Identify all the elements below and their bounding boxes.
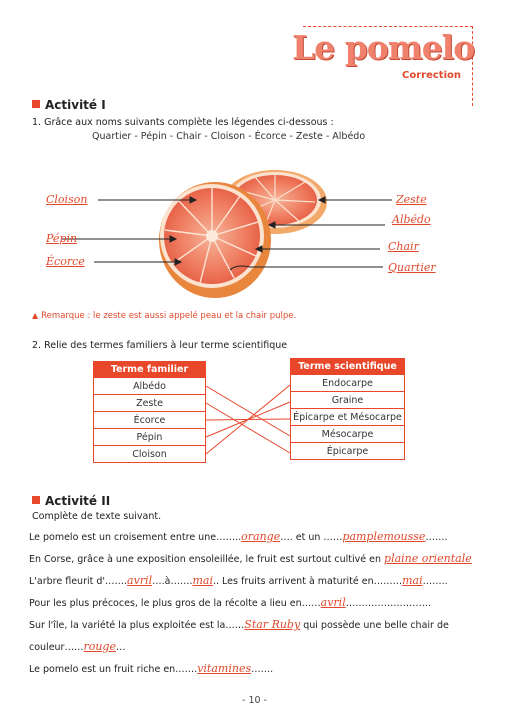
answer: vitamines xyxy=(197,662,252,675)
scientific-term: Graine xyxy=(291,392,405,409)
familiar-term: Albédo xyxy=(94,378,206,395)
fill-line-3: L'arbre fleurit d'…….avril….à…….mai.. Les fruits arrivent à maturité en………mai…….. xyxy=(29,574,448,587)
scientific-header: Terme scientifique xyxy=(291,359,405,375)
warning-triangle-icon: ▲ xyxy=(32,311,39,320)
scientific-term: Endocarpe xyxy=(291,375,405,392)
answer: avril xyxy=(320,596,346,609)
answer: avril xyxy=(127,574,153,587)
label-ecorce: Écorce xyxy=(46,255,85,268)
activity-2-instruction: Complète de texte suivant. xyxy=(32,511,162,522)
question-1: 1. Grâce aux noms suivants complète les légendes ci-dessous : xyxy=(32,117,334,128)
label-zeste: Zeste xyxy=(396,193,427,206)
scientific-term: Épicarpe xyxy=(291,443,405,460)
fill-line-4: Pour les plus précoces, le plus gros de la récolte a lieu en……avril……………………… xyxy=(29,596,432,609)
answer: plaine orientale xyxy=(384,552,472,565)
familiar-term: Pépin xyxy=(94,429,206,446)
word-list: Quartier - Pépin - Chair - Cloison - Écorce - Zeste - Albédo xyxy=(92,131,366,142)
answer: orange xyxy=(241,530,281,543)
familiar-term: Écorce xyxy=(94,412,206,429)
answer: Star Ruby xyxy=(244,618,301,631)
fill-line-1: Le pomelo est un croisement entre une……..orange…. et un ……pamplemousse……. xyxy=(29,530,448,543)
fill-line-7: Le pomelo est un fruit riche en…….vitamines……. xyxy=(29,662,274,675)
grapefruit-half-front xyxy=(159,182,271,298)
label-albedo: Albédo xyxy=(392,213,431,226)
remark-note: ▲ Remarque : le zeste est aussi appelé peau et la chair pulpe. xyxy=(32,311,297,321)
page-subtitle: Correction xyxy=(402,70,461,81)
activity-1-heading: Activité I xyxy=(32,98,106,112)
familiar-header: Terme familier xyxy=(94,362,206,378)
header-dashed-line xyxy=(303,26,473,27)
familiar-term: Cloison xyxy=(94,446,206,463)
familiar-terms-table xyxy=(93,361,206,463)
bullet-square-icon xyxy=(32,496,40,504)
answer: rouge xyxy=(83,640,116,653)
label-pepin: Pépin xyxy=(46,232,78,245)
familiar-term: Zeste xyxy=(94,395,206,412)
answer: pamplemousse xyxy=(342,530,426,543)
label-chair: Chair xyxy=(388,240,419,253)
answer: mai xyxy=(402,574,423,587)
page-title: Le pomelo xyxy=(292,28,475,67)
fill-line-6: couleur……rouge… xyxy=(29,640,126,653)
scientific-term: Mésocarpe xyxy=(291,426,405,443)
scientific-term: Épicarpe et Mésocarpe xyxy=(291,409,405,426)
fill-line-5: Sur l'île, la variété la plus exploitée est la……Star Ruby qui possède une belle chair de xyxy=(29,618,449,631)
bullet-square-icon xyxy=(32,100,40,108)
answer: mai xyxy=(192,574,213,587)
label-quartier: Quartier xyxy=(388,261,436,274)
question-2: 2. Relie des termes familiers à leur terme scientifique xyxy=(32,340,288,351)
label-cloison: Cloison xyxy=(46,193,88,206)
scientific-terms-table xyxy=(290,358,405,460)
activity-2-heading: Activité II xyxy=(32,494,110,508)
page-number: - 10 - xyxy=(242,695,267,706)
fill-line-2: En Corse, grâce à une exposition ensoleillée, le fruit est surtout cultivé en plaine orientale xyxy=(29,552,472,565)
